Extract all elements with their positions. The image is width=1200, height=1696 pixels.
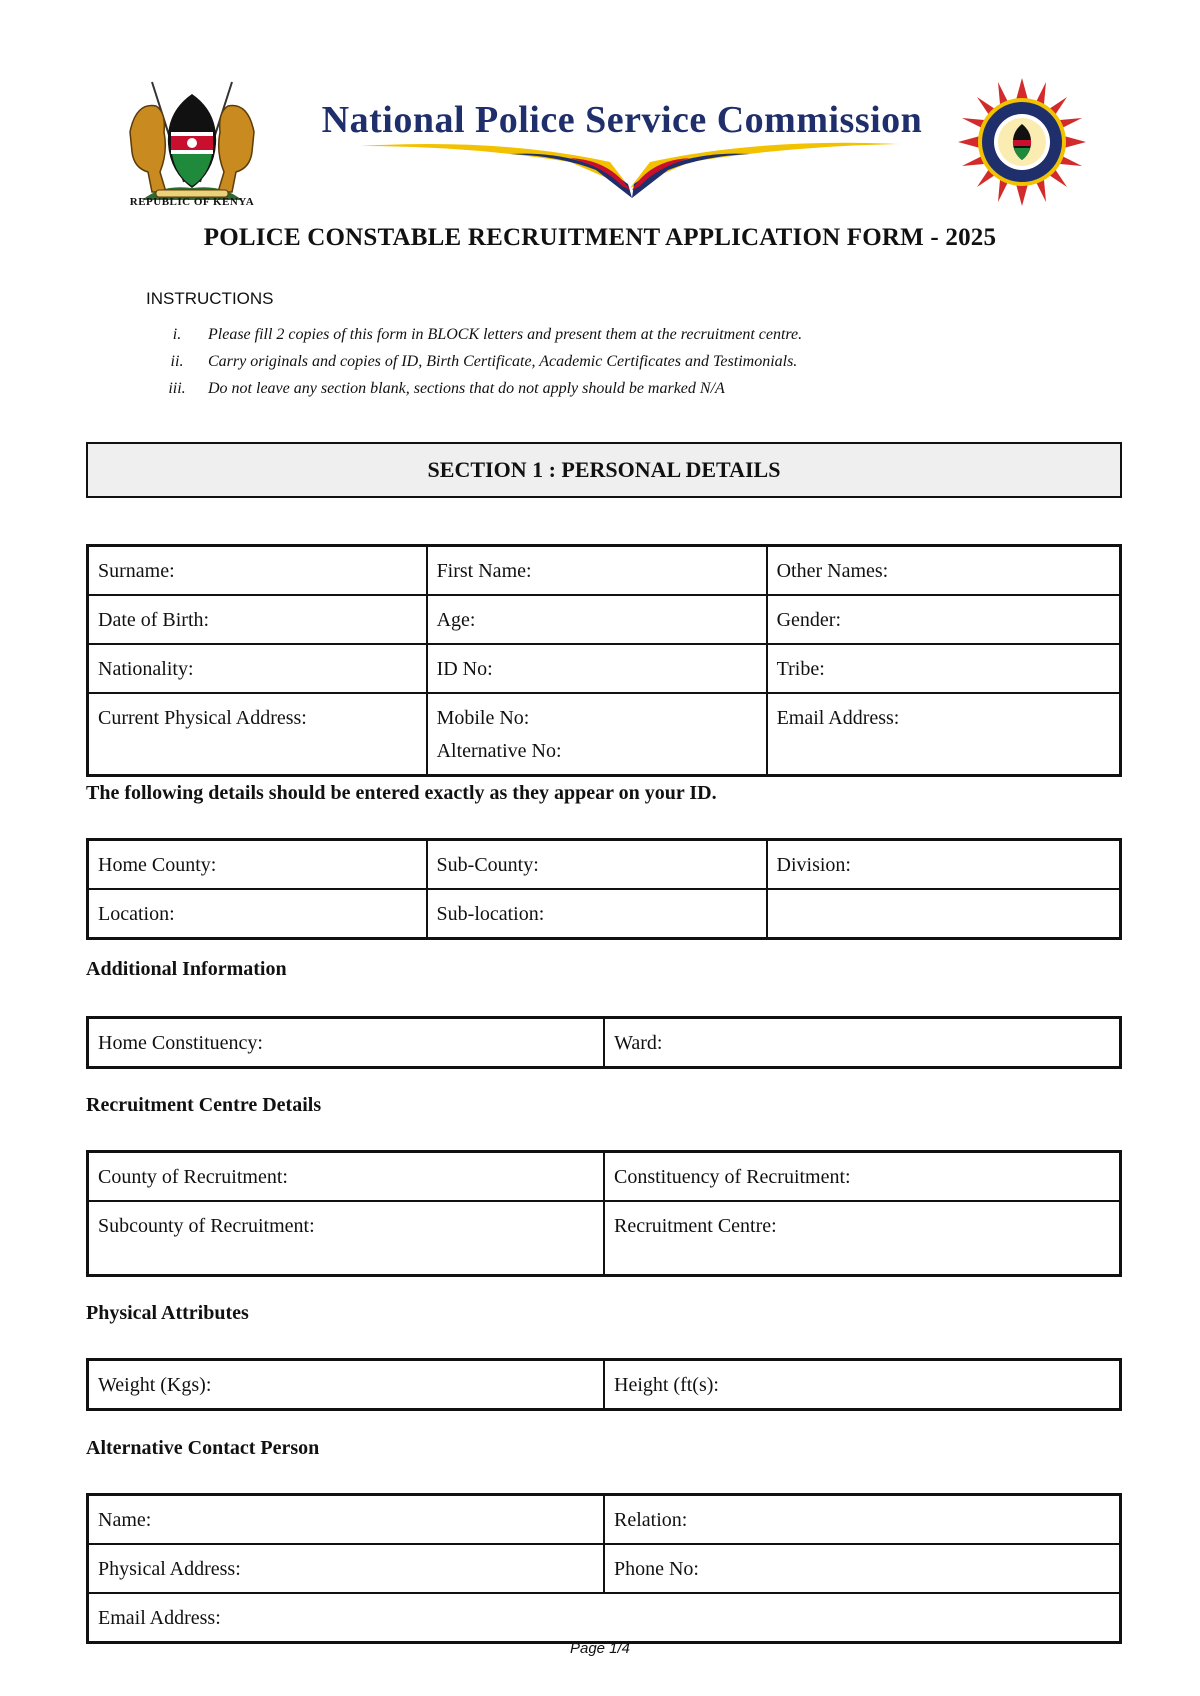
banner-swoosh-icon bbox=[360, 140, 900, 200]
sub-location-field[interactable]: Sub-location: bbox=[427, 889, 767, 939]
document-header bbox=[0, 0, 1200, 220]
first-name-field[interactable]: First Name: bbox=[427, 546, 767, 596]
instruction-text: Please fill 2 copies of this form in BLOCK letters and present them at the recruitment centre. bbox=[208, 326, 803, 343]
home-county-field[interactable]: Home County: bbox=[88, 840, 427, 890]
form-title: POLICE CONSTABLE RECRUITMENT APPLICATION FORM - 2025 bbox=[203, 224, 997, 251]
physical-address-field[interactable]: Current Physical Address: bbox=[88, 693, 427, 776]
ward-field[interactable]: Ward: bbox=[604, 1018, 1120, 1068]
instruction-item bbox=[146, 326, 802, 344]
mobile-number-label: Mobile No: bbox=[436, 707, 530, 729]
contact-name-field[interactable]: Name: bbox=[88, 1495, 604, 1545]
instruction-item bbox=[146, 353, 797, 371]
contact-relation-field[interactable]: Relation: bbox=[604, 1495, 1121, 1545]
age-field[interactable]: Age: bbox=[427, 595, 767, 644]
home-constituency-field[interactable]: Home Constituency: bbox=[88, 1018, 605, 1068]
email-address-field[interactable]: Email Address: bbox=[767, 693, 1121, 776]
instructions-heading: INSTRUCTIONS bbox=[146, 289, 274, 308]
division-field[interactable]: Division: bbox=[767, 840, 1121, 890]
contact-phone-field[interactable]: Phone No: bbox=[604, 1544, 1121, 1593]
constituency-of-recruitment-field[interactable]: Constituency of Recruitment: bbox=[604, 1152, 1121, 1202]
instruction-text: Carry originals and copies of ID, Birth Certificate, Academic Certificates and Testimonials. bbox=[208, 353, 798, 370]
alternative-contact-heading: Alternative Contact Person bbox=[86, 1437, 320, 1459]
physical-attributes-table bbox=[86, 1358, 1122, 1411]
additional-information-heading: Additional Information bbox=[86, 958, 287, 980]
alternative-contact-table bbox=[86, 1493, 1122, 1644]
id-details-table bbox=[86, 838, 1122, 940]
recruitment-centre-heading: Recruitment Centre Details bbox=[86, 1094, 322, 1116]
id-details-note: The following details should be entered exactly as they appear on your ID. bbox=[86, 782, 717, 804]
gender-field[interactable]: Gender: bbox=[767, 595, 1121, 644]
instruction-number: iii. bbox=[168, 380, 186, 397]
recruitment-centre-field[interactable]: Recruitment Centre: bbox=[604, 1201, 1121, 1275]
page-number: Page 1/4 bbox=[569, 1640, 631, 1657]
id-number-field[interactable]: ID No: bbox=[427, 644, 767, 693]
kenya-coat-of-arms-icon bbox=[122, 72, 262, 212]
surname-field[interactable]: Surname: bbox=[88, 546, 427, 596]
recruitment-centre-table bbox=[86, 1150, 1122, 1277]
contact-physical-address-field[interactable]: Physical Address: bbox=[88, 1544, 604, 1593]
alternative-number-label: Alternative No: bbox=[436, 740, 562, 762]
instruction-text: Do not leave any section blank, sections that do not apply should be marked N/A bbox=[208, 380, 725, 397]
sub-county-field[interactable]: Sub-County: bbox=[427, 840, 767, 890]
personal-details-table bbox=[86, 544, 1122, 777]
location-field[interactable]: Location: bbox=[88, 889, 427, 939]
instruction-number: ii. bbox=[170, 353, 184, 370]
contact-email-field[interactable]: Email Address: bbox=[88, 1593, 1121, 1643]
additional-information-table bbox=[86, 1016, 1122, 1069]
npsc-seal-icon bbox=[958, 78, 1086, 206]
section-1-heading: SECTION 1 : PERSONAL DETAILS bbox=[86, 442, 1122, 498]
other-names-field[interactable]: Other Names: bbox=[767, 546, 1121, 596]
empty-cell bbox=[767, 889, 1121, 939]
weight-field[interactable]: Weight (Kgs): bbox=[88, 1360, 605, 1410]
instruction-item bbox=[146, 380, 725, 398]
date-of-birth-field[interactable]: Date of Birth: bbox=[88, 595, 427, 644]
county-of-recruitment-field[interactable]: County of Recruitment: bbox=[88, 1152, 604, 1202]
instruction-number: i. bbox=[172, 326, 182, 343]
physical-attributes-heading: Physical Attributes bbox=[86, 1302, 249, 1324]
republic-of-kenya-caption: REPUBLIC OF KENYA bbox=[129, 196, 255, 208]
subcounty-of-recruitment-field[interactable]: Subcounty of Recruitment: bbox=[88, 1201, 604, 1275]
phone-numbers-field[interactable] bbox=[427, 693, 767, 776]
height-field[interactable]: Height (ft(s): bbox=[604, 1360, 1121, 1410]
organization-title: National Police Service Commission bbox=[321, 99, 923, 141]
tribe-field[interactable]: Tribe: bbox=[767, 644, 1121, 693]
nationality-field[interactable]: Nationality: bbox=[88, 644, 427, 693]
